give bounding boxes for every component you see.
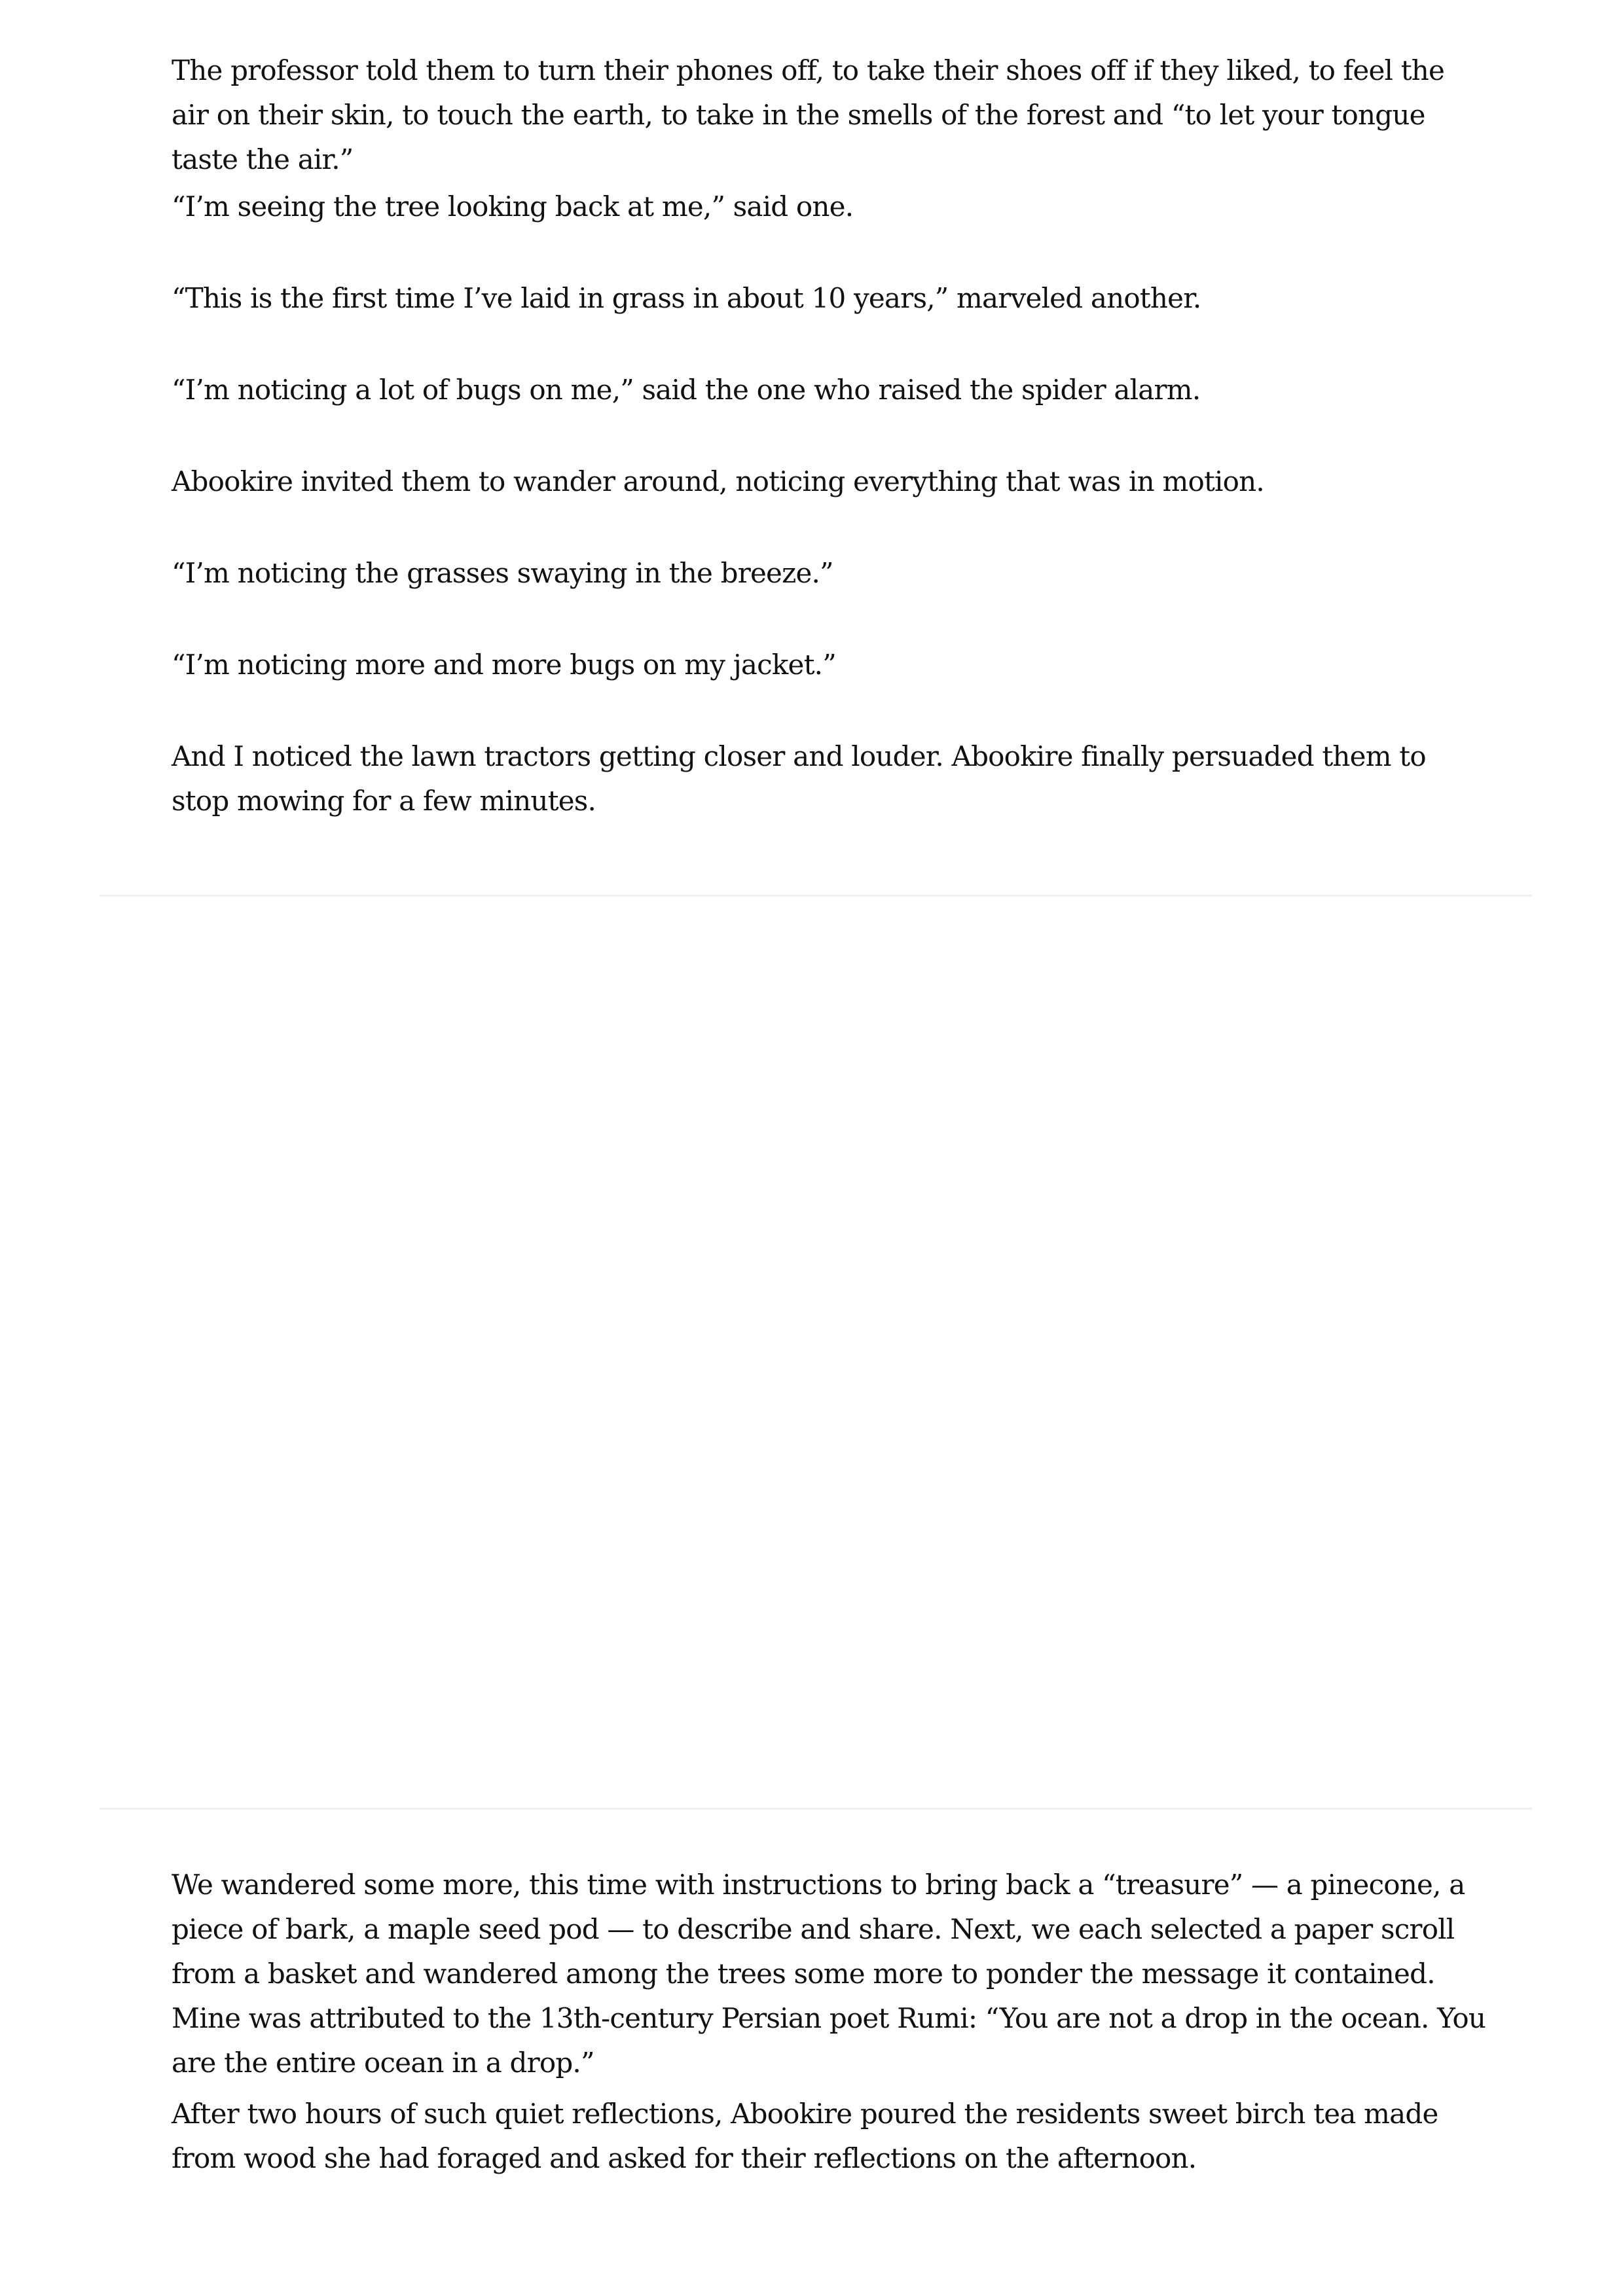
paragraph-text: And I noticed the lawn tractors getting closer and louder. Abookire finally persuaded them to stop mowing for a few minutes. (172, 740, 1426, 817)
section-divider-top (100, 895, 1532, 897)
embedded-media-placeholder (100, 898, 1532, 1808)
section-divider-bottom (100, 1808, 1532, 1810)
paragraph-text: The professor told them to turn their phones off, to take their shoes off if they liked, to feel the air on their skin, to touch the earth, to take in the smells of the forest and “to let your tongue taste the air.” (172, 54, 1445, 175)
paragraph-quote-jacket (172, 643, 1487, 687)
paragraph-quote-grasses (172, 551, 1487, 596)
paragraph-text: We wandered some more, this time with instructions to bring back a “treasure” — a pinecone, a piece of bark, a maple seed pod — to describe and share. Next, we each selected a paper scroll from a basket and wandered among the trees some more to ponder the message it contained. Mine was attributed to the 13th-century Persian poet Rumi: “You are not a drop in the ocean. You are the entire ocean in a drop.” (172, 1869, 1486, 2079)
paragraph-lawn-tractors (172, 734, 1487, 823)
paragraph-text: “I’m noticing a lot of bugs on me,” said the one who raised the spider alarm. (172, 374, 1201, 406)
paragraph-treasure-rumi (172, 1863, 1487, 2085)
paragraph-professor-instructions (172, 48, 1487, 182)
paragraph-wander-motion (172, 459, 1487, 504)
paragraph-text: Abookire invited them to wander around, noticing everything that was in motion. (172, 465, 1264, 497)
paragraph-quote-bugs (172, 368, 1487, 412)
paragraph-birch-tea (172, 2092, 1487, 2181)
paragraph-text: “I’m noticing more and more bugs on my jacket.” (172, 649, 836, 681)
paragraph-text: “I’m noticing the grasses swaying in the breeze.” (172, 557, 833, 589)
paragraph-text: After two hours of such quiet reflections, Abookire poured the residents sweet birch tea made from wood she had foraged and asked for their reflections on the afternoon. (172, 2098, 1438, 2174)
paragraph-text: “This is the first time I’ve laid in grass in about 10 years,” marveled another. (172, 282, 1201, 314)
paragraph-text: “I’m seeing the tree looking back at me,” said one. (172, 190, 854, 223)
paragraph-quote-grass (172, 276, 1487, 321)
paragraph-quote-tree (172, 185, 1487, 229)
